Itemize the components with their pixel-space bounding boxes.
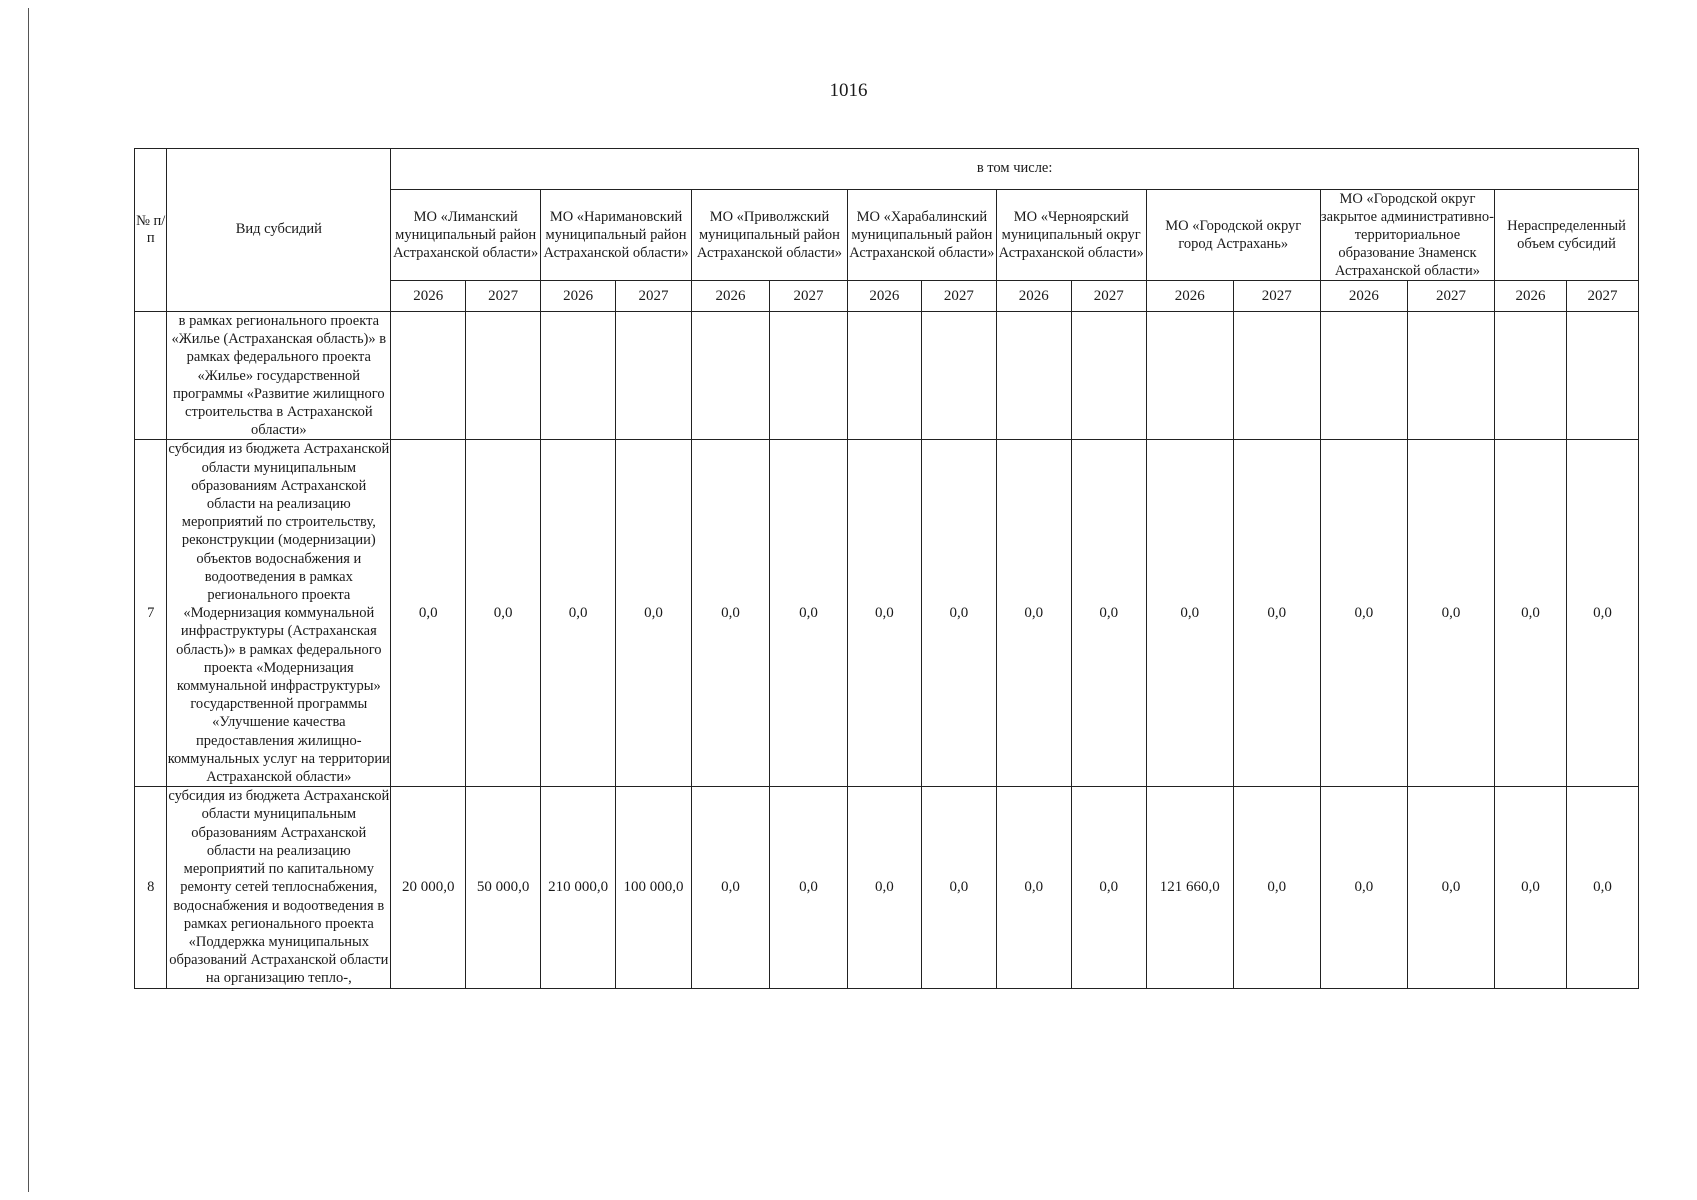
row-subsidy-kind: субсидия из бюджета Астраханской области муниципальным образованиям Астраханской области на реализацию мероприятий по строительству, реконструкции (модернизации) объектов водоснабжения и водоотведения в рамках регионального проекта «Модернизация коммунальной инфраструктуры (Астраханская область)» в рамках федерального проекта «Модернизация коммунальной инфраструктуры» государственной программы «Улучшение качества предоставления жилищно-коммунальных услуг на территории Астраханской области» <box>167 441 390 786</box>
value-cell: 0,0 <box>847 787 921 988</box>
year-header: 2026 <box>1320 281 1407 312</box>
header-group-unallocated: Нераспределенный объем субсидий <box>1495 190 1639 281</box>
year-header: 2027 <box>1071 281 1146 312</box>
row-number: 7 <box>135 440 167 787</box>
subsidy-table <box>134 148 1639 989</box>
row-number <box>135 312 167 440</box>
value-cell: 0,0 <box>1566 787 1638 988</box>
year-header: 2027 <box>1233 281 1320 312</box>
value-cell: 0,0 <box>769 787 847 988</box>
year-header: 2027 <box>466 281 541 312</box>
value-cell <box>847 312 921 440</box>
year-header: 2027 <box>1566 281 1638 312</box>
year-header: 2026 <box>996 281 1071 312</box>
value-cell: 0,0 <box>921 787 996 988</box>
value-cell: 0,0 <box>1495 440 1567 787</box>
value-cell: 100 000,0 <box>616 787 692 988</box>
value-cell: 0,0 <box>921 440 996 787</box>
header-number: № п/п <box>135 149 167 312</box>
value-cell: 0,0 <box>1495 787 1567 988</box>
header-subsidy-kind: Вид субсидий <box>167 149 391 312</box>
value-cell <box>1495 312 1567 440</box>
row-subsidy-kind: субсидия из бюджета Астраханской области муниципальным образованиям Астраханской области на реализацию мероприятий по капитальному ремонту сетей теплоснабжения, водоснабжения и водоотведения в рамках регионального проекта «Поддержка муниципальных образований Астраханской области на организацию тепло-, <box>168 788 390 987</box>
year-header: 2027 <box>616 281 692 312</box>
header-group-limansky: МО «Лиманский муниципальный район Астраханской области» <box>391 190 541 281</box>
value-cell <box>1233 312 1320 440</box>
table-row <box>135 312 1639 440</box>
header-row-1 <box>135 149 1639 190</box>
header-group-chernoyarsky: МО «Черноярский муниципальный округ Астраханской области» <box>996 190 1146 281</box>
value-cell <box>691 312 769 440</box>
left-margin-rule <box>28 8 29 1192</box>
value-cell <box>541 312 616 440</box>
year-header: 2026 <box>1146 281 1233 312</box>
year-header: 2027 <box>1407 281 1494 312</box>
value-cell: 0,0 <box>1320 787 1407 988</box>
header-group-astrakhan-city: МО «Городской округ город Астрахань» <box>1146 190 1320 281</box>
value-cell: 0,0 <box>391 440 466 787</box>
value-cell: 0,0 <box>691 440 769 787</box>
page-number: 1016 <box>829 80 868 101</box>
year-header: 2027 <box>921 281 996 312</box>
value-cell: 0,0 <box>466 440 541 787</box>
value-cell <box>466 312 541 440</box>
value-cell <box>1320 312 1407 440</box>
value-cell <box>1566 312 1638 440</box>
row-subsidy-kind: в рамках регионального проекта «Жилье (Астраханская область)» в рамках федерального проекта «Жилье» государственной программы «Развитие жилищного строительства в Астраханской области» <box>167 312 391 440</box>
value-cell <box>391 312 466 440</box>
value-cell: 0,0 <box>1407 787 1494 988</box>
year-header: 2026 <box>391 281 466 312</box>
value-cell: 0,0 <box>996 440 1071 787</box>
value-cell: 0,0 <box>616 440 692 787</box>
value-cell: 0,0 <box>1233 787 1320 988</box>
value-cell <box>616 312 692 440</box>
value-cell: 0,0 <box>541 440 616 787</box>
value-cell: 0,0 <box>1071 440 1146 787</box>
year-header: 2026 <box>691 281 769 312</box>
year-header: 2026 <box>541 281 616 312</box>
value-cell <box>1146 312 1233 440</box>
row-number: 8 <box>135 787 167 988</box>
value-cell: 0,0 <box>1146 440 1233 787</box>
value-cell: 0,0 <box>1407 440 1494 787</box>
year-header: 2026 <box>847 281 921 312</box>
value-cell: 0,0 <box>1566 440 1638 787</box>
year-header: 2026 <box>1495 281 1567 312</box>
value-cell: 0,0 <box>1071 787 1146 988</box>
value-cell: 0,0 <box>691 787 769 988</box>
value-cell <box>921 312 996 440</box>
value-cell: 0,0 <box>847 440 921 787</box>
header-group-kharabalinsky: МО «Харабалинский муниципальный район Астраханской области» <box>847 190 996 281</box>
value-cell: 210 000,0 <box>541 787 616 988</box>
header-group-narimanovsky: МО «Наримановский муниципальный район Астраханской области» <box>541 190 692 281</box>
header-group-znamensk: МО «Городской округ закрытое административно-территориальное образование Знаменск Астраханской области» <box>1320 191 1495 279</box>
value-cell: 50 000,0 <box>466 787 541 988</box>
value-cell: 0,0 <box>1233 440 1320 787</box>
year-header: 2027 <box>769 281 847 312</box>
value-cell: 0,0 <box>996 787 1071 988</box>
value-cell: 121 660,0 <box>1146 787 1233 988</box>
value-cell <box>769 312 847 440</box>
value-cell <box>996 312 1071 440</box>
value-cell <box>1407 312 1494 440</box>
table-row <box>135 787 1639 988</box>
value-cell <box>1071 312 1146 440</box>
header-in-that-number: в том числе: <box>391 149 1639 190</box>
value-cell: 0,0 <box>769 440 847 787</box>
header-group-privolzhsky: МО «Приволжский муниципальный район Астраханской области» <box>691 190 847 281</box>
value-cell: 0,0 <box>1320 440 1407 787</box>
table-row <box>135 440 1639 787</box>
value-cell: 20 000,0 <box>391 787 466 988</box>
